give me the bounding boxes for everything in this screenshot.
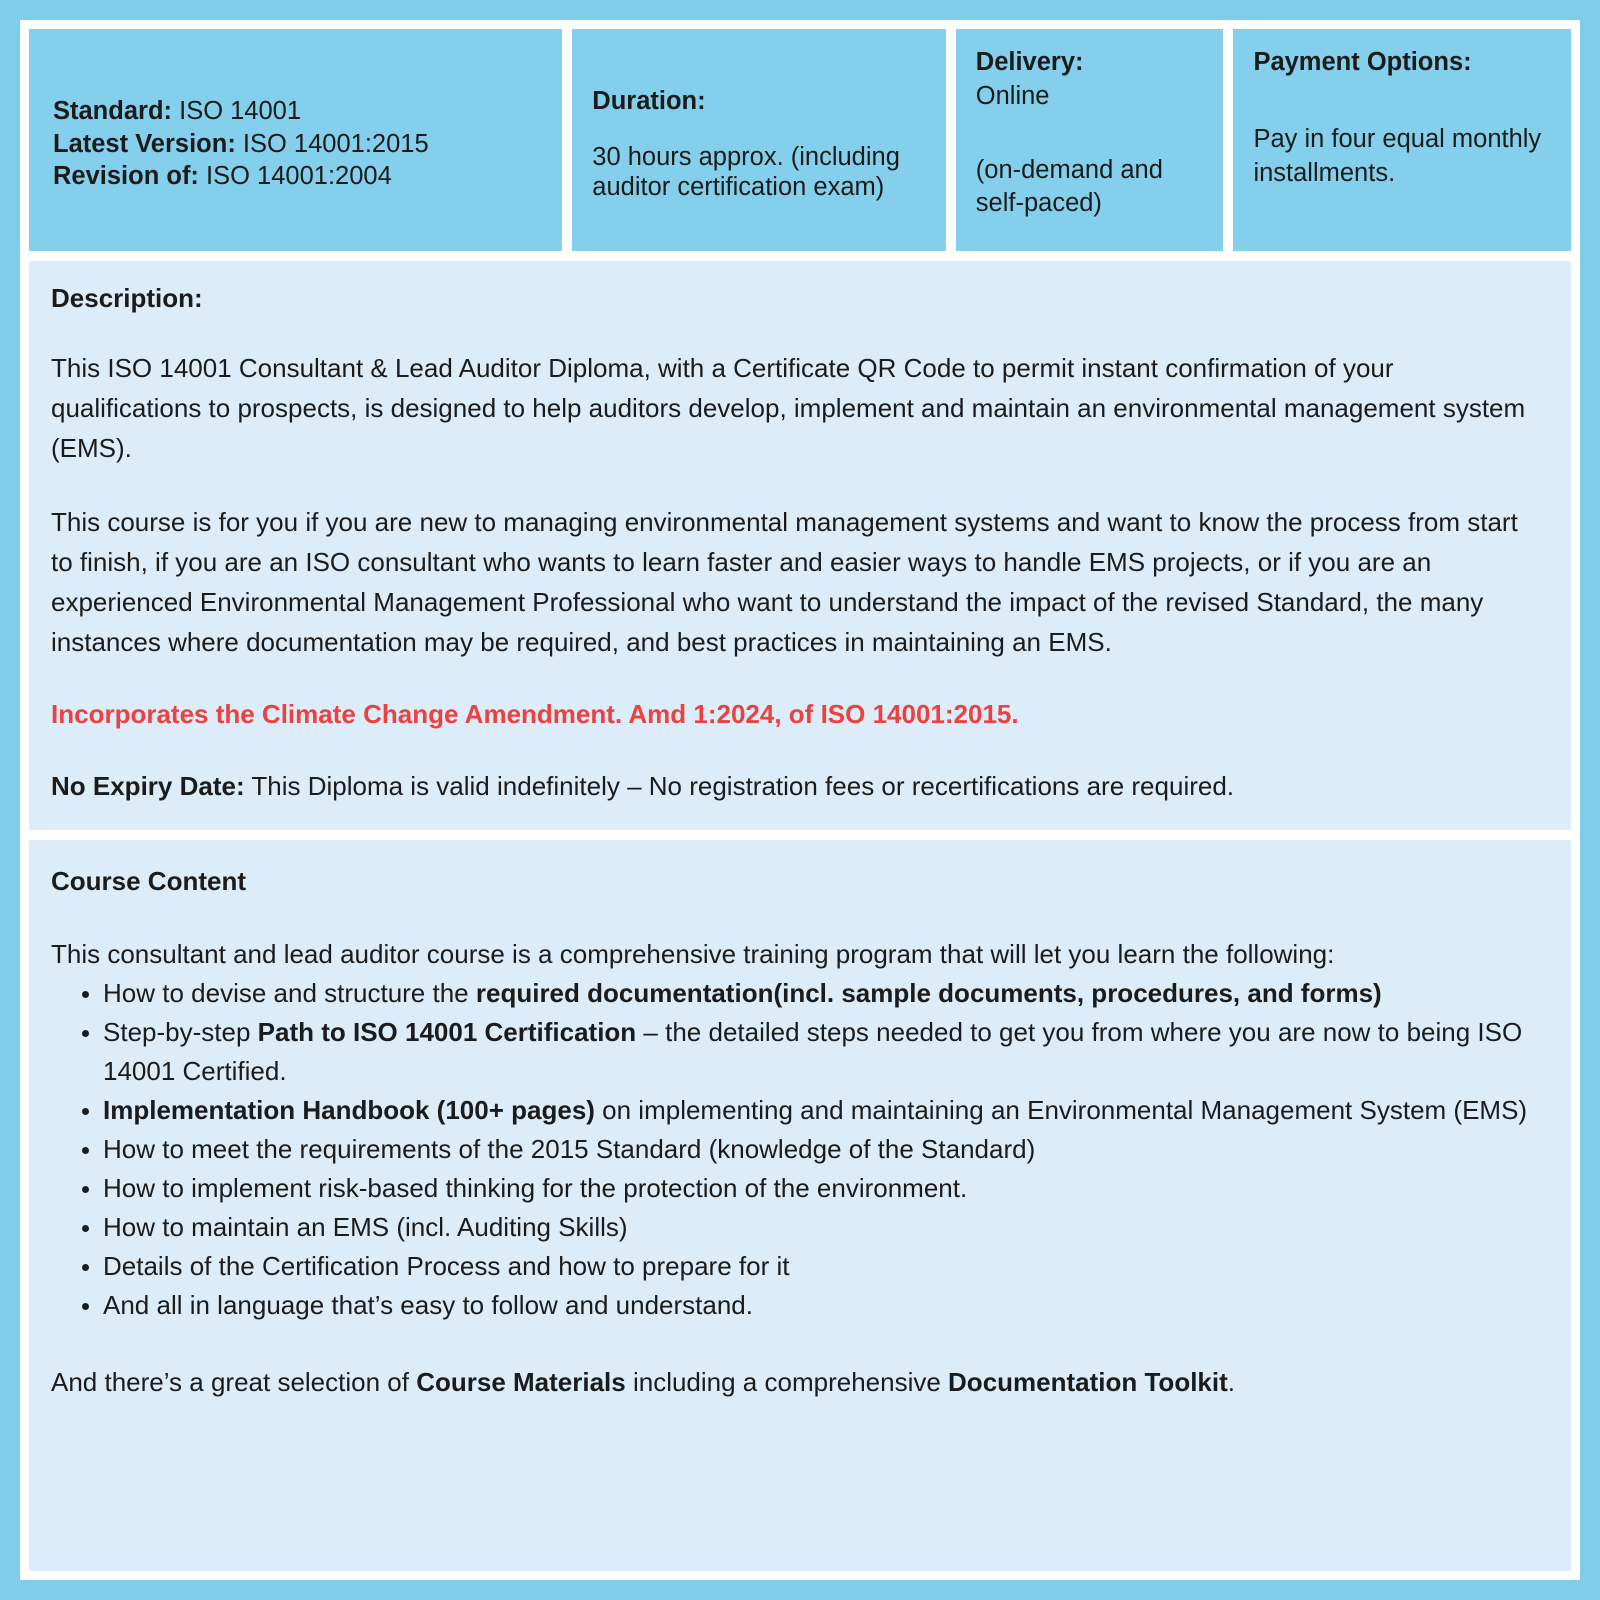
bullet-text: And all in language that’s easy to follow and understand. [103,1290,753,1321]
bullet-text-emphasis: Path to ISO 14001 Certification [257,1017,637,1048]
standard-value: ISO 14001 [179,97,302,126]
course-content-panel [29,840,1571,1571]
latest-version-label: Latest Version: [53,129,236,158]
description-title: Description: [51,283,203,313]
course-content-bullet [103,1169,1541,1208]
bullet-text: How to meet the requirements of the 2015 Standard (knowledge of the Standard) [103,1134,1036,1165]
bullet-text: How to devise and structure the [103,978,476,1009]
closing-pre: And there’s a great selection of [51,1367,417,1398]
header-summary-row [29,29,1571,251]
revision-of-line [53,160,542,193]
description-paragraph-1: This ISO 14001 Consultant & Lead Auditor Diploma, with a Certificate QR Code to permit instant confirmation of your qualifications to prospects, is designed to help auditors develop, implement and maintain an environmental management system (EMS). [51,353,1526,464]
course-content-intro: This consultant and lead auditor course is a comprehensive training program that will let you learn the following: [51,939,1335,970]
standard-label: Standard: [53,97,173,126]
closing-mid: including a comprehensive [625,1367,949,1398]
duration-value: 30 hours approx. (including auditor certification exam) [592,143,900,202]
bullet-text: Step-by-step [103,1017,258,1048]
course-content-title: Course Content [51,866,246,896]
bullet-text-tail: on implementing and maintaining an Environmental Management System (EMS) [594,1095,1528,1126]
duration-label: Duration: [592,86,706,115]
delivery-label: Delivery: [975,48,1084,76]
latest-version-line [53,128,542,161]
payment-label: Payment Options: [1253,48,1472,76]
closing-bold-course-materials: Course Materials [416,1367,626,1398]
course-content-bullet [103,1286,1541,1325]
course-content-bullet [103,974,1541,1013]
description-panel [29,261,1571,830]
header-cell-standard [29,29,562,251]
payment-value: Pay in four equal monthly installments. [1253,124,1542,188]
course-content-bullet [103,1208,1541,1247]
standard-line [53,95,542,128]
course-content-bullet [103,1247,1541,1286]
no-expiry-text: This Diploma is valid indefinitely – No registration fees or recertifications are required. [244,771,1235,802]
bullet-text-emphasis: Implementation Handbook (100+ pages) [103,1095,595,1126]
closing-post: . [1227,1367,1235,1398]
bullet-text: Details of the Certification Process and how to prepare for it [103,1251,790,1282]
bullet-text: How to maintain an EMS (incl. Auditing Skills) [103,1212,628,1243]
description-paragraph-2: This course is for you if you are new to managing environmental management systems and want to know the process from start to finish, if you are an ISO consultant who wants to learn faster and easier ways to handle EMS projects, or if you are an experienced Environmental Management Professional who want to understand the impact of the revised Standard, the many instances where documentation may be required, and best practices in maintaining an EMS. [51,507,1518,658]
header-cell-payment [1233,29,1571,251]
course-info-card [20,20,1580,1580]
course-content-bullet [103,1013,1541,1091]
course-content-bullet [103,1091,1541,1130]
course-materials-closing [51,1363,1541,1402]
climate-amendment-notice: Incorporates the Climate Change Amendment. Amd 1:2024, of ISO 14001:2015. [51,699,1019,730]
no-expiry-line [51,770,1541,804]
latest-version-value: ISO 14001:2015 [242,129,429,158]
course-content-bullet [103,1130,1541,1169]
bullet-text: How to implement risk-based thinking for the protection of the environment. [103,1173,968,1204]
bullet-text-tail: – the detailed steps needed to get you from where you are now to being ISO 14001 Certified. [103,1017,1523,1087]
no-expiry-label: No Expiry Date: [51,771,245,802]
revision-of-label: Revision of: [53,162,199,191]
bullet-text-emphasis: required documentation(incl. sample documents, procedures, and forms) [475,978,1382,1009]
revision-of-value: ISO 14001:2004 [206,162,392,191]
header-cell-duration [572,29,946,251]
course-content-bullet-list [51,974,1541,1325]
closing-bold-documentation-toolkit: Documentation Toolkit [948,1367,1228,1398]
header-cell-delivery [956,29,1224,251]
delivery-value: Online [975,81,1050,110]
delivery-note: (on-demand and self-paced) [975,156,1163,218]
